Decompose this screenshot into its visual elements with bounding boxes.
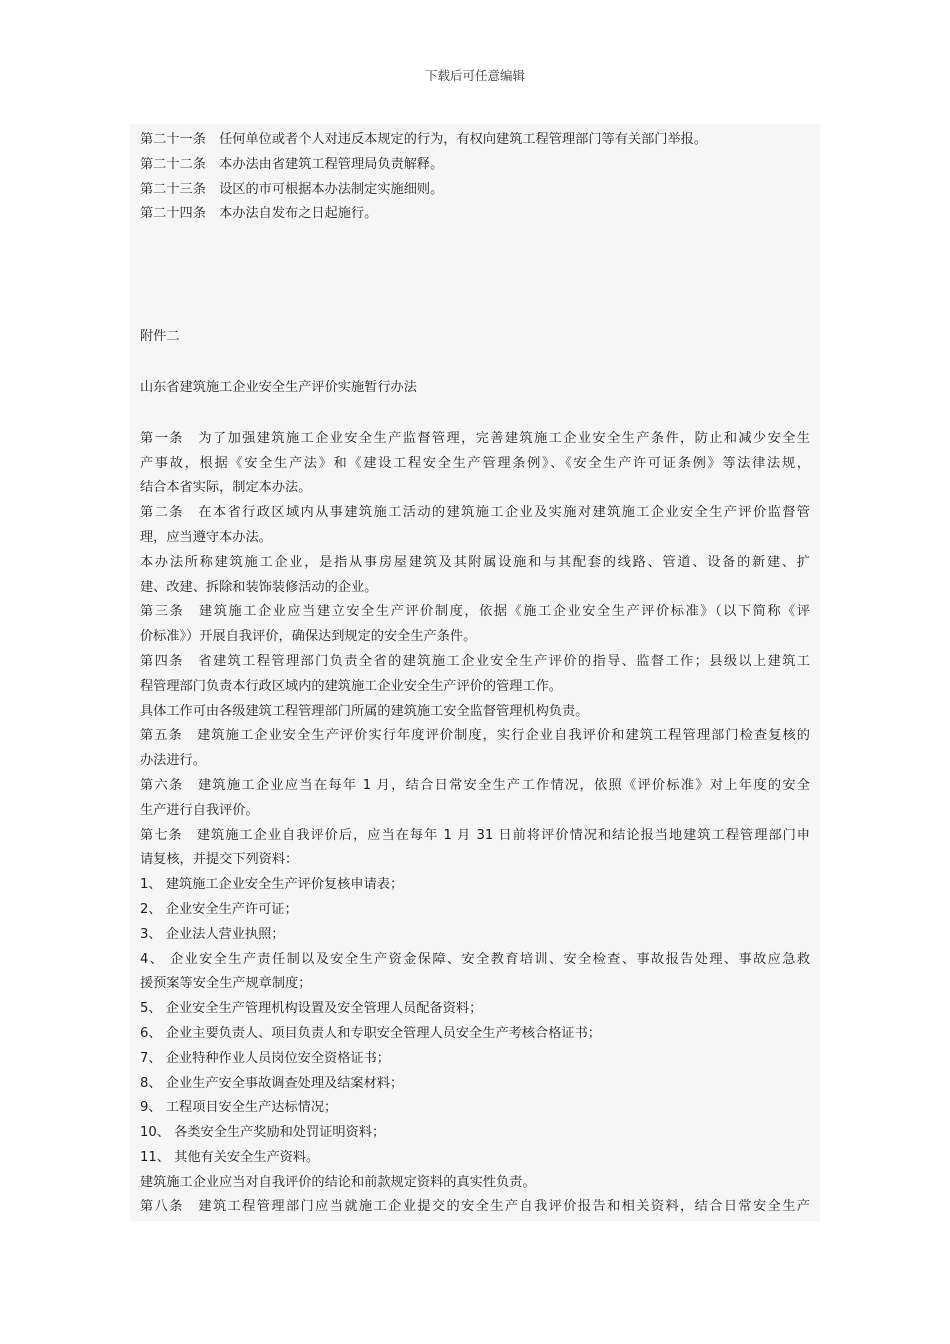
body-line: 第一条 为了加强建筑施工企业安全生产监督管理，完善建筑施工企业安全生产条件，防止和减少安全生 <box>140 430 810 446</box>
body-line: 5、 企业安全生产管理机构设置及安全管理人员配备资料； <box>140 1001 483 1017</box>
body-line: 第七条 建筑施工企业自我评价后，应当在每年 1 月 31 日前将评价情况和结论报当地建筑工程管理部门申 <box>140 827 810 843</box>
appendix-label: 附件二 <box>140 329 180 345</box>
document-title: 山东省建筑施工企业安全生产评价实施暂行办法 <box>140 379 417 395</box>
body-line: 办法进行。 <box>140 753 206 769</box>
body-line: 程管理部门负责本行政区域内的建筑施工企业安全生产评价的管理工作。 <box>140 678 562 694</box>
body-line: 3、 企业法人营业执照； <box>140 926 285 942</box>
body-line: 第二条 在本省行政区域内从事建筑施工活动的建筑施工企业及实施对建筑施工企业安全生产评价监督管 <box>140 505 810 521</box>
previous-articles <box>140 128 810 227</box>
body-line: 建、改建、拆除和装饰装修活动的企业。 <box>140 579 378 595</box>
body-line: 理，应当遵守本办法。 <box>140 529 272 545</box>
body-line: 11、 其他有关安全生产资料。 <box>140 1149 320 1165</box>
body-line: 7、 企业特种作业人员岗位安全资格证书； <box>140 1050 390 1066</box>
body-line: 生产进行自我评价。 <box>140 802 259 818</box>
page-header: 下载后可任意编辑 <box>424 68 525 83</box>
body-line: 第六条 建筑施工企业应当在每年 1 月，结合日常安全生产工作情况，依照《评价标准》对上年度的安全 <box>140 777 810 793</box>
body-line: 9、 工程项目安全生产达标情况； <box>140 1100 338 1116</box>
article-line: 第二十四条 本办法自发布之日起施行。 <box>140 206 378 222</box>
body-line: 建筑施工企业应当对自我评价的结论和前款规定资料的真实性负责。 <box>140 1174 536 1190</box>
body-line: 第五条 建筑施工企业安全生产评价实行年度评价制度，实行企业自我评价和建筑工程管理部门检查复核的 <box>140 728 810 744</box>
body-line: 第八条 建筑工程管理部门应当就施工企业提交的安全生产自我评价报告和相关资料，结合日常安全生产 <box>140 1199 810 1215</box>
article-line: 第二十三条 设区的市可根据本办法制定实施细则。 <box>140 181 444 197</box>
regulation-text <box>140 427 810 1221</box>
body-line: 价标准》）开展自我评价，确保达到规定的安全生产条件。 <box>140 629 477 645</box>
body-line: 1、 建筑施工企业安全生产评价复核申请表； <box>140 877 404 893</box>
body-line: 产事故，根据《安全生产法》和《建设工程安全生产管理条例》、《安全生产许可证条例》等法律法规， <box>140 455 810 471</box>
article-line: 第二十一条 任何单位或者个人对违反本规定的行为，有权向建筑工程管理部门等有关部门举报。 <box>140 132 708 147</box>
body-line: 4、 企业安全生产责任制以及安全生产资金保障、安全教育培训、安全检查、事故报告处理、事故应急救 <box>140 951 810 967</box>
document-body <box>130 124 820 1221</box>
body-line: 第四条 省建筑工程管理部门负责全省的建筑施工企业安全生产评价的指导、监督工作；县级以上建筑工 <box>140 653 810 669</box>
body-line: 2、 企业安全生产许可证； <box>140 901 298 917</box>
body-line: 援预案等安全生产规章制度； <box>140 976 312 992</box>
body-line: 10、 各类安全生产奖励和处罚证明资料； <box>140 1125 386 1141</box>
body-line: 本办法所称建筑施工企业，是指从事房屋建筑及其附属设施和与其配套的线路、管道、设备的新建、扩 <box>140 554 810 570</box>
body-line: 第三条 建筑施工企业应当建立安全生产评价制度，依据《施工企业安全生产评价标准》（以下简称《评 <box>140 604 810 620</box>
article-line: 第二十二条 本办法由省建筑工程管理局负责解释。 <box>140 156 444 172</box>
body-line: 6、 企业主要负责人、项目负责人和专职安全管理人员安全生产考核合格证书； <box>140 1025 601 1041</box>
body-line: 具体工作可由各级建筑工程管理部门所属的建筑施工安全监督管理机构负责。 <box>140 703 589 719</box>
body-line: 8、 企业生产安全事故调查处理及结案材料； <box>140 1075 404 1091</box>
body-line: 请复核，并提交下列资料： <box>140 852 299 868</box>
body-line: 结合本省实际，制定本办法。 <box>140 480 312 496</box>
